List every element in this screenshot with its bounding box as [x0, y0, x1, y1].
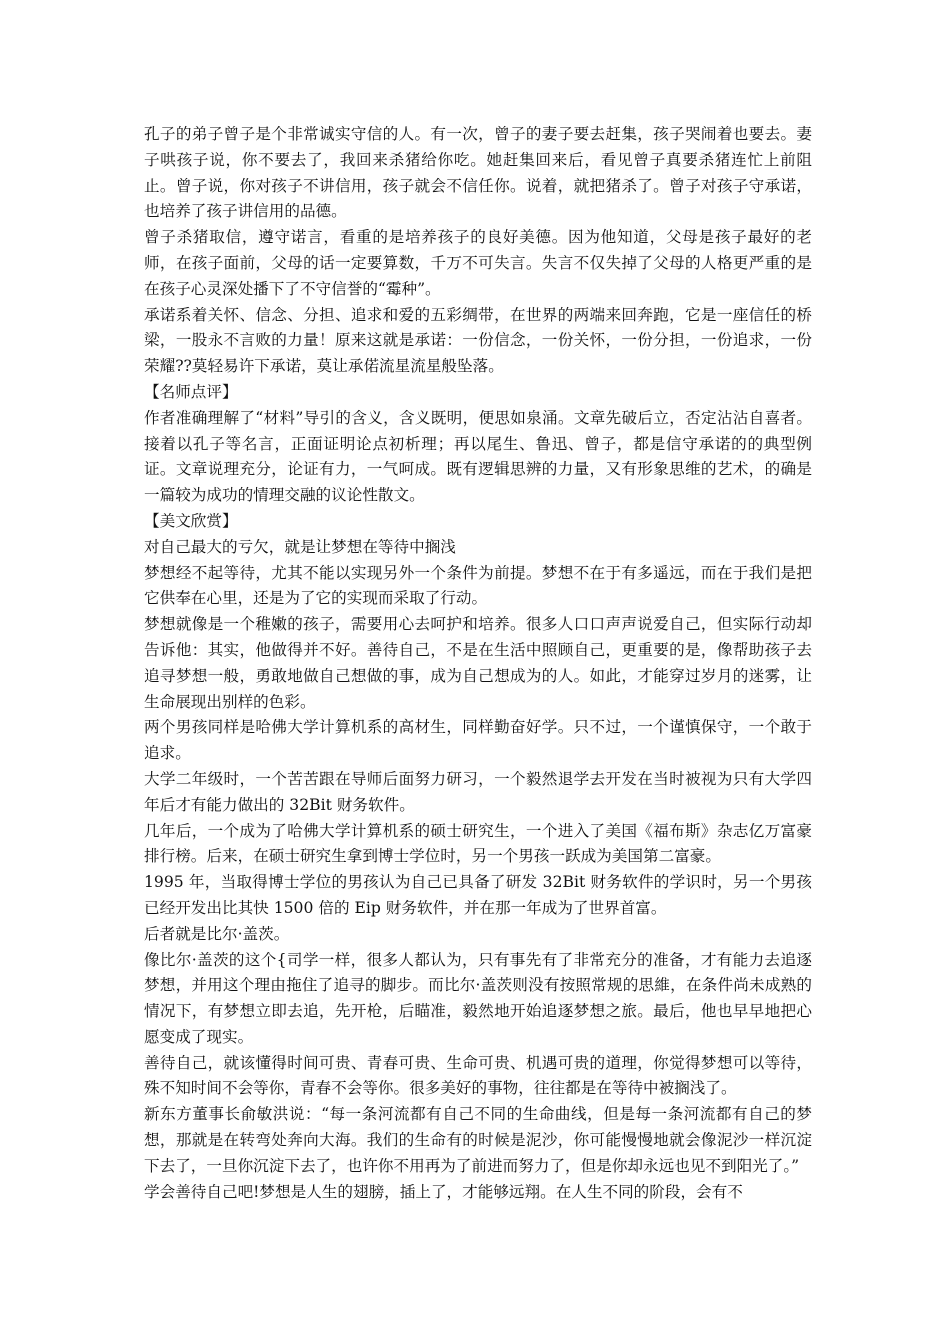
paragraph-learn-to-treat-yourself: 学会善待自己吧!梦想是人生的翅膀，插上了，才能够远翔。在人生不同的阶段，会有不 — [144, 1182, 743, 1201]
paragraph-dream-waiting: 梦想经不起等待，尤其不能以实现另外一个条件为前提。梦想不在于有多遥远，而在于我们是把它供奉在心里，还是为了它的实现而采取了行动。 — [144, 563, 812, 608]
essay-title: 对自己最大的亏欠，就是让梦想在等待中搁浅 — [144, 537, 456, 556]
document-body — [144, 122, 812, 1205]
paragraph-zengzi-story: 孔子的弟子曾子是个非常诚实守信的人。有一次，曾子的妻子要去赶集，孩子哭闹着也要去。妻子哄孩子说，你不要去了，我回来杀猪给你吃。她赶集回来后，看见曾子真要杀猪连忙上前阻止。曾子说，你对孩子不讲信用，孩子就会不信任你。说着，就把猪杀了。曾子对孩子守承诺，也培养了孩子讲信用的品德。 — [144, 125, 812, 221]
paragraph-1995: 1995 年，当取得博士学位的男孩认为自己已具备了研发 32Bit 财务软件的学识时，另一个男孩已经开发出比其快 1500 倍的 Eip 财务软件，并在那一年成为了世界首富。 — [144, 873, 812, 917]
paragraph-bill-gates: 后者就是比尔·盖茨。 — [144, 924, 290, 943]
paragraph-sophomore-year: 大学二年级时，一个苦苦跟在导师后面努力研习，一个毅然退学去开发在当时被视为只有大学四年后才有能力做出的 32Bit 财务软件。 — [144, 769, 812, 814]
paragraph-years-later: 几年后，一个成为了哈佛大学计算机系的硕士研究生，一个进入了美国《福布斯》杂志亿万富豪排行榜。后来，在硕士研究生拿到博士学位时，另一个男孩一跃成为美国第二富豪。 — [144, 821, 812, 866]
paragraph-dream-child: 梦想就像是一个稚嫩的孩子，需要用心去呵护和培养。很多人口口声声说爱自己，但实际行动却告诉他：其实，他做得并不好。善待自己，不是在生活中照顾自己，更重要的是，像帮助孩子去追寻梦想一般，勇敢地做自己想做的事，成为自己想成为的人。如此，才能穿过岁月的迷雾，让生命展现出别样的色彩。 — [144, 615, 812, 711]
paragraph-teacher-review: 作者准确理解了“材料”导引的含义，含义既明，便思如泉涌。文章先破后立，否定沾沾自喜者。接着以孔子等名言，正面证明论点初析理；再以尾生、鲁迅、曾子，都是信守承诺的的典型例证。文章说理充分，论证有力，一气呵成。既有逻辑思辨的力量，又有形象思维的艺术，的确是一篇较为成功的情理交融的议论性散文。 — [144, 408, 812, 505]
paragraph-treat-yourself: 善待自己，就该懂得时间可贵、青春可贵、生命可贵、机遇可贵的道理，你觉得梦想可以等待，殊不知时间不会等你，青春不会等你。很多美好的事物，往往都是在等待中被搁浅了。 — [144, 1053, 812, 1098]
section-heading-teacher-review: 【名师点评】 — [144, 382, 238, 401]
paragraph-promise: 承诺系着关怀、信念、分担、追求和爱的五彩绸带，在世界的两端来回奔跑，它是一座信任的桥梁，一股永不言败的力量！原来这就是承诺：一份信念，一份关怀，一份分担，一份追求，一份荣耀??莫轻易许下承诺，莫让承偌流星流星般坠落。 — [144, 305, 812, 376]
paragraph-zengzi-commentary: 曾子杀猪取信，遵守诺言，看重的是培养孩子的良好美德。因为他知道，父母是孩子最好的老师，在孩子面前，父母的话一定要算数，千万不可失言。失言不仅失掉了父母的人格更严重的是在孩子心灵深处播下了不守信誉的“霉种”。 — [144, 228, 812, 298]
paragraph-two-boys: 两个男孩同样是哈佛大学计算机系的高材生，同样勤奋好学。只不过，一个谨慎保守，一个敢于追求。 — [144, 718, 812, 763]
paragraph-like-classmate: 像比尔·盖茨的这个{司学一样，很多人都认为，只有事先有了非常充分的准备，才有能力去追逐梦想，并用这个理由拖住了追寻的脚步。而比尔·盖茨则没有按照常规的思維，在条件尚未成熟的情况下，有梦想立即去追，先开枪，后瞄准，毅然地开始追逐梦想之旅。最后，他也早早地把心愿变成了现实。 — [144, 950, 812, 1046]
paragraph-yu-minhong-quote: 新东方董事长俞敏洪说：“每一条河流都有自己不同的生命曲线，但是每一条河流都有自己的梦想，那就是在转弯处奔向大海。我们的生命有的时候是泥沙，你可能慢慢地就会像泥沙一样沉淀下去了，一旦你沉淀下去了，也许你不用再为了前进而努力了，但是你却永远也见不到阳光了。” — [144, 1105, 812, 1175]
section-heading-essay-appreciation: 【美文欣赏】 — [144, 511, 238, 530]
